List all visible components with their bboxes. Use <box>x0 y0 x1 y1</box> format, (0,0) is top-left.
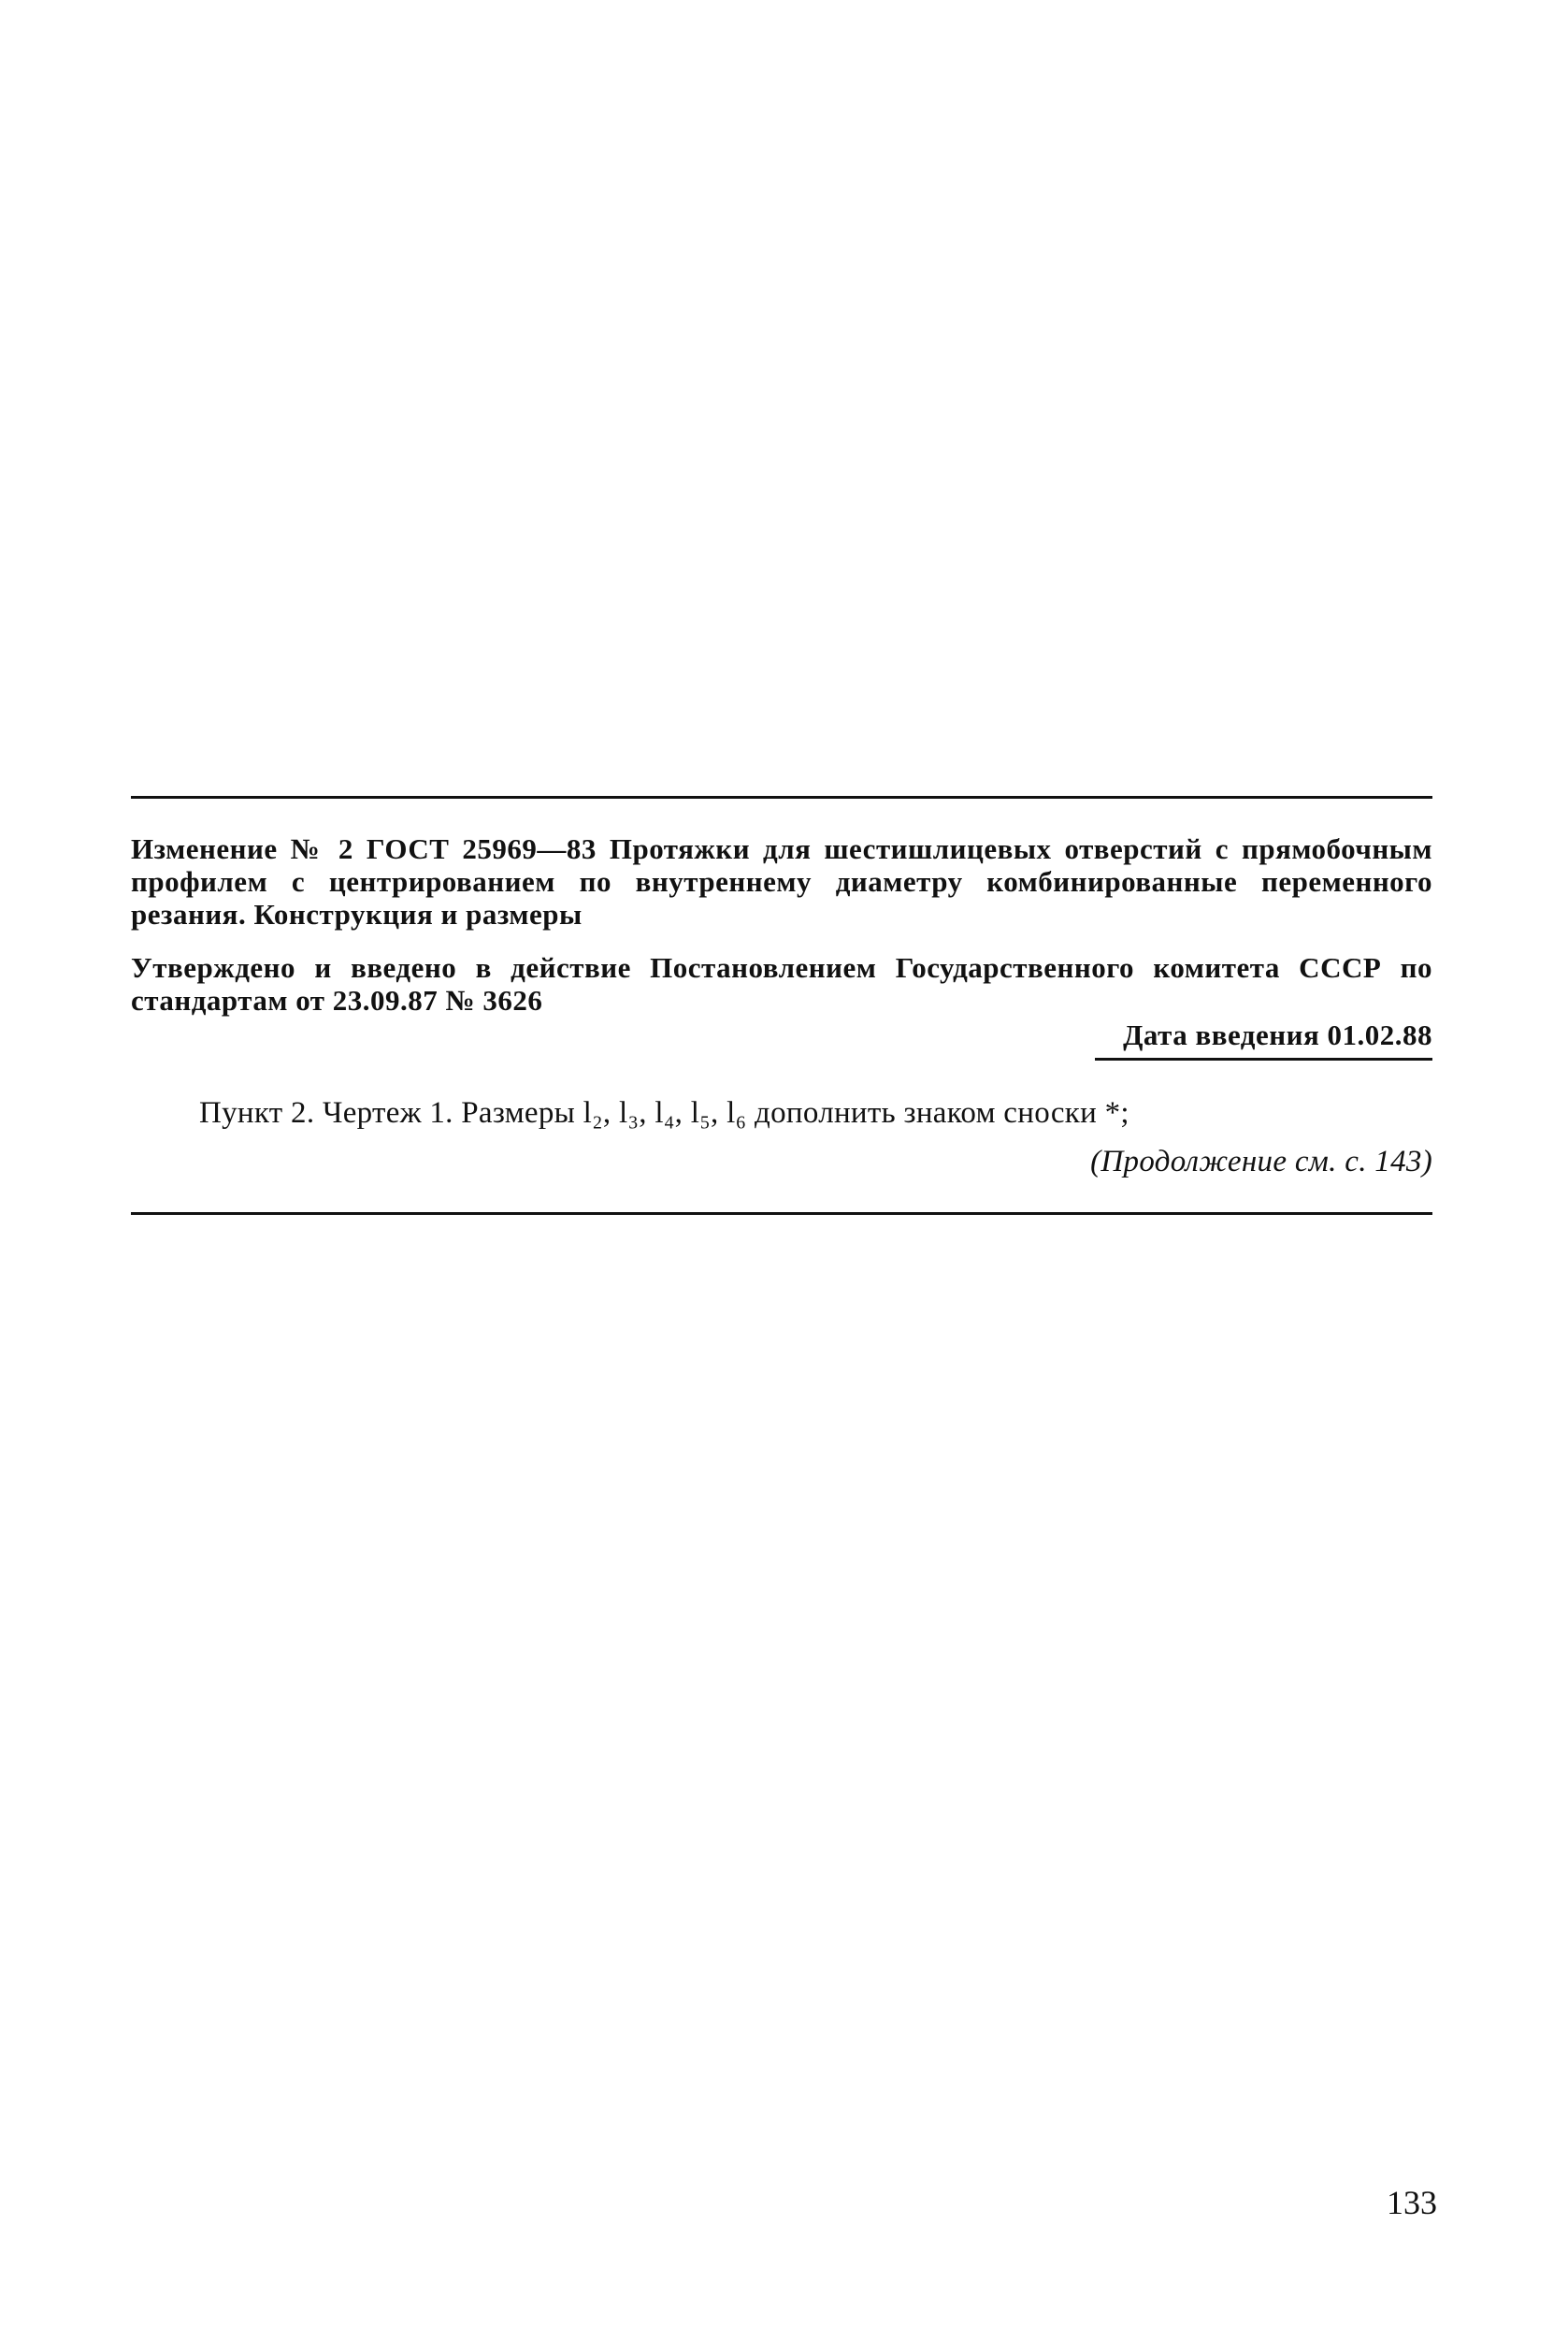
top-divider <box>131 796 1432 799</box>
continuation-note: (Продолжение см. с. 143) <box>1090 1145 1432 1178</box>
approval-statement: Утверждено и введено в действие Постановлением Государственного комитета СССР по стандартам от 23.09.87 № 3626 <box>131 951 1432 1017</box>
amendment-heading: Изменение № 2 ГОСТ 25969—83 Протяжки для шестишлицевых отверстий с прямобочным профилем с центрированием по внутреннему диаметру комбинированные переменного резания. Конструкция и размеры <box>131 832 1432 931</box>
page-number: 133 <box>1387 2184 1437 2221</box>
effective-date <box>1095 1018 1432 1061</box>
amendment-point: Пункт 2. Чертеж 1. Размеры l₂, l₃, l₄, l₅, l₆ дополнить знаком сноски *; <box>199 1096 1129 1130</box>
bottom-divider <box>131 1212 1432 1215</box>
effective-date-text: Дата введения 01.02.88 <box>1123 1019 1432 1051</box>
